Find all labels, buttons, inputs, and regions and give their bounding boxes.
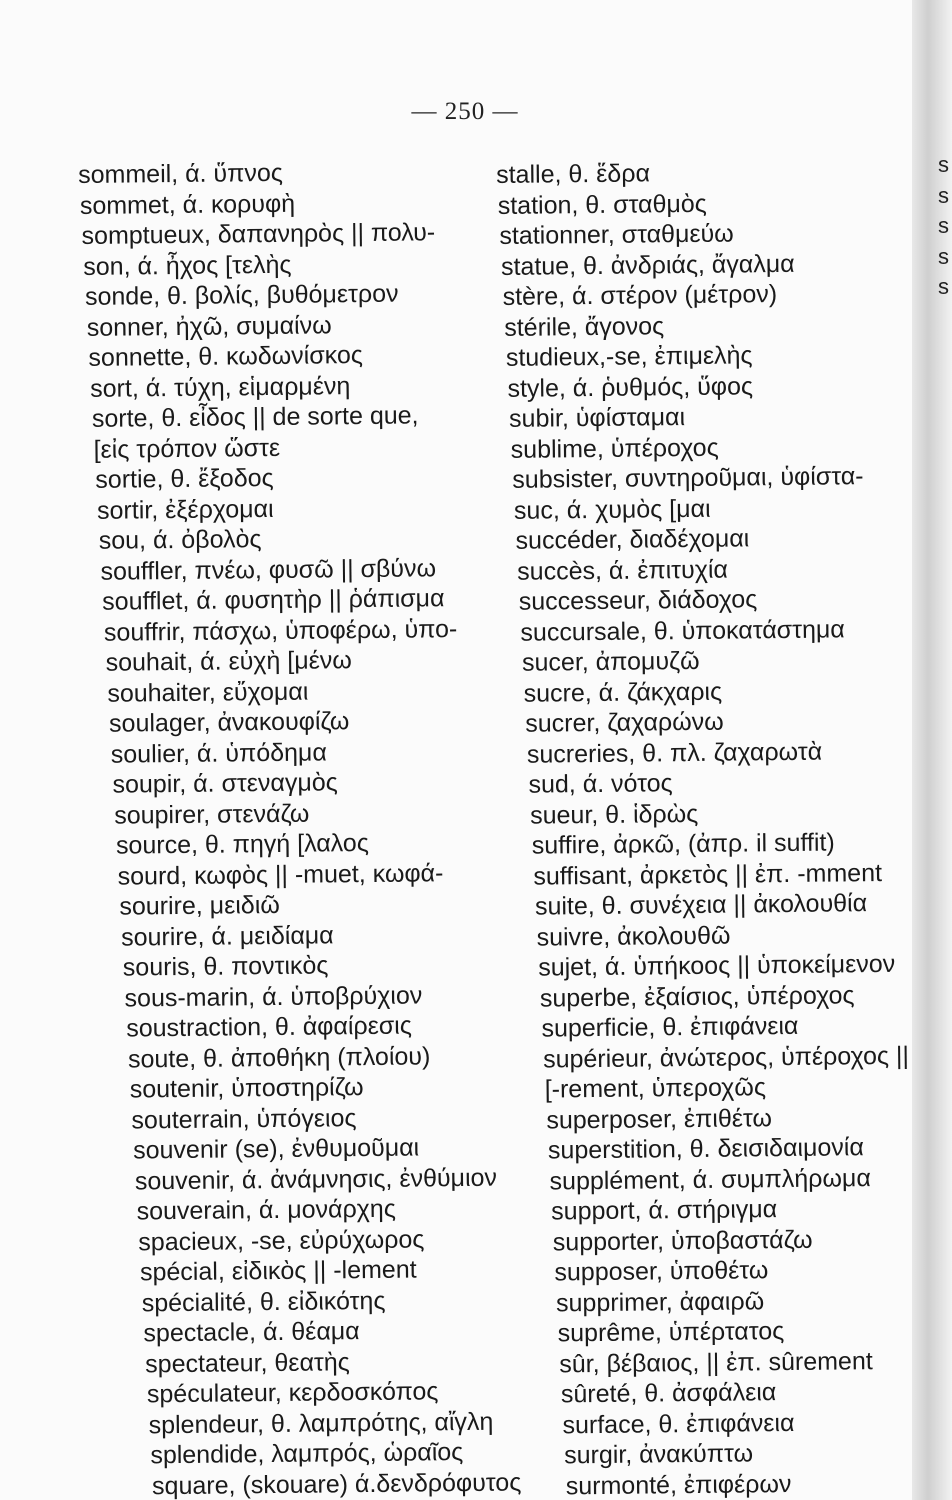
dictionary-entry: souterrain, ὑπόγειος	[131, 1103, 357, 1134]
edge-fragment: s	[938, 152, 949, 177]
dictionary-entry: sueur, θ. ἱδρὼς	[530, 799, 699, 830]
dictionary-entry: stationner, σταθμεύω	[499, 219, 734, 250]
dictionary-entry: splendide, λαμπρός, ὡραῖος	[150, 1438, 464, 1470]
dictionary-entry: sourire, μειδιῶ	[119, 890, 280, 921]
dictionary-entry: soute, θ. ἀποθήκη (πλοίου)	[127, 1041, 431, 1074]
dictionary-entry: statue, θ. ἀνδριάς, ἄγαλμα	[500, 249, 795, 281]
dictionary-entry: sommet, ά. κορυφὴ	[79, 189, 296, 220]
dictionary-entry: sonner, ἠχῶ, συμαίνω	[86, 310, 332, 342]
dictionary-entry: supplément, ά. συμπλήρωμα	[549, 1163, 871, 1195]
dictionary-entry: square, (skouare) ά.δενδρόφυτος	[151, 1467, 522, 1500]
dictionary-entry: spécialité, θ. εἰδικότης	[141, 1286, 386, 1317]
page-number: — 250 —	[411, 98, 519, 125]
edge-fragment: s	[938, 182, 949, 208]
dictionary-entry: station, θ. σταθμὸς	[497, 189, 707, 220]
dictionary-entry: supérieur, ἀνώτερος, ὑπέροχος ||	[542, 1041, 910, 1074]
dictionary-entry: support, ά. στήριγμα	[551, 1195, 778, 1226]
dictionary-entry: superficie, θ. ἐπιφάνεια	[541, 1011, 799, 1043]
dictionary-entry: souris, θ. ποντικὸς	[122, 951, 329, 982]
dictionary-entry: succéder, διαδέχομαι	[515, 524, 750, 555]
dictionary-entry: sucer, ἀπομυζῶ	[521, 646, 700, 677]
dictionary-entry: sucrer, ζαχαρώνω	[525, 707, 724, 738]
dictionary-entry: sonde, θ. βολίς, βυθόμετρον	[84, 279, 399, 311]
dictionary-entry: superposer, ἐπιθέτω	[546, 1103, 773, 1135]
edge-fragment: s	[938, 274, 949, 299]
dictionary-entry: supposer, ὑποθέτω	[554, 1256, 769, 1287]
adjacent-page-edge	[938, 150, 949, 303]
dictionary-entry: superbe, ἐξαίσιος, ὑπέροχος	[539, 980, 855, 1013]
dictionary-entry: style, ά. ῥυθμός, ὕφος	[507, 371, 754, 403]
dictionary-entry: surface, θ. ἐπιφάνεια	[562, 1408, 795, 1439]
dictionary-entry: stalle, θ. ἕδρα	[496, 159, 651, 189]
dictionary-entry: sourd, κωφὸς || -muet, κωφά-	[117, 858, 444, 891]
dictionary-entry: stérile, ἄγονος	[504, 311, 665, 342]
dictionary-entry: succès, ά. ἐπιτυχία	[517, 555, 729, 586]
dictionary-entry: sucre, ά. ζάκχαρις	[523, 677, 723, 708]
dictionary-entry: suprême, ὑπέρτατος	[557, 1317, 785, 1348]
dictionary-entry: subsister, συντηροῦμαι, ὑφίστα-	[512, 462, 864, 494]
dictionary-entry: spectateur, θεατὴς	[145, 1347, 350, 1378]
dictionary-entry: son, ά. ἦχος [τελὴς	[83, 250, 292, 281]
dictionary-entry: supprimer, ἀφαιρῶ	[555, 1286, 765, 1317]
dictionary-entry: suc, ά. χυμὸς [μαι	[513, 494, 711, 525]
dictionary-entry: somptueux, δαπανηρὸς || πολυ-	[81, 218, 436, 250]
dictionary-entry: superstition, θ. δεισιδαιμονία	[547, 1133, 864, 1165]
dictionary-entry: supporter, ὑποβαστάζω	[552, 1225, 813, 1256]
dictionary-entry: suffire, ἀρκῶ, (ἀπρ. il suffit)	[531, 828, 835, 860]
dictionary-entry: spécial, εἰδικὸς || -lement	[139, 1255, 417, 1287]
dictionary-entry: sûreté, θ. ἀσφάλεια	[560, 1378, 777, 1409]
dictionary-entry: surmonté, ἐπιφέρων	[565, 1469, 792, 1500]
right-column	[496, 156, 920, 1500]
dictionary-entry: [εἰς τρόπον ὥστε	[93, 433, 281, 464]
dictionary-entry: spacieux, -se, εὐρύχωρος	[138, 1224, 425, 1256]
dictionary-entry: soutenir, ὑποστηρίζω	[129, 1073, 364, 1104]
dictionary-entry: souvenir, ά. ἀνάμνησις, ἐνθύμιον	[134, 1163, 498, 1195]
dictionary-entry: sujet, ά. ὑπήκοος || ὑποκείμενον	[538, 949, 896, 982]
dictionary-entry: souverain, ά. μονάρχης	[136, 1194, 396, 1226]
dictionary-entry: sous-marin, ά. ὑποβρύχιον	[124, 980, 423, 1013]
dictionary-entry: sucreries, θ. πλ. ζαχαρωτὰ	[526, 737, 823, 769]
dictionary-entry: subir, ὑφίσταμαι	[508, 403, 686, 433]
edge-fragment: s	[938, 213, 949, 238]
dictionary-entry: sortie, θ. ἔξοδος	[95, 463, 274, 494]
dictionary-entry: sonnette, θ. κωδωνίσκος	[88, 341, 363, 372]
dictionary-entry: souhaiter, εὔχομαι	[107, 677, 309, 708]
dictionary-entry: splendeur, θ. λαμπρότης, αἴγλη	[148, 1407, 494, 1439]
dictionary-entry: souffrir, πάσχω, ὑποφέρω, ὑπο-	[103, 614, 458, 647]
dictionary-entry: soulager, ἀνακουφίζω	[108, 707, 350, 738]
dictionary-entry: sourire, ά. μειδίαμα	[120, 920, 334, 952]
dictionary-entry: souhait, ά. εὐχὴ [μένω	[105, 646, 352, 677]
dictionary-entry: sorte, θ. εἶδος || de sorte que,	[91, 401, 419, 433]
dictionary-entry: sûr, βέβαιος, || ἐπ. sûrement	[559, 1346, 873, 1378]
dictionary-entry: sud, ά. νότος	[528, 769, 673, 799]
left-column	[78, 156, 522, 1500]
dictionary-entry: souvenir (se), ἐνθυμοῦμαι	[133, 1133, 420, 1165]
dictionary-entry: [-rement, ὑπεροχῶς	[544, 1073, 767, 1104]
dictionary-entry: soulier, ά. ὑπόδημα	[110, 737, 327, 769]
dictionary-entry: suivre, ἀκολουθῶ	[536, 921, 731, 952]
dictionary-entry: souffler, πνέω, φυσῶ || σβύνω	[100, 553, 437, 586]
dictionary-entry: surgir, ἀνακύπτω	[564, 1439, 754, 1470]
dictionary-entry: suffisant, ἀρκετὸς || ἐπ. -mment	[533, 858, 883, 891]
dictionary-entry: successeur, διάδοχος	[518, 585, 758, 616]
dictionary-entry: sublime, ὑπέροχος	[510, 433, 719, 464]
dictionary-entry: source, θ. πηγή [λαλος	[115, 828, 369, 860]
dictionary-entry: studieux,-se, ἐπιμελὴς	[505, 341, 753, 372]
dictionary-entry: sou, ά. ὀβολὸς	[98, 525, 262, 555]
dictionary-entry: sort, ά. τύχη, εἱμαρμένη	[90, 371, 351, 403]
edge-fragment: s	[938, 243, 949, 269]
dictionary-entry: soufflet, ά. φυσητὴρ || ῥάπισμα	[102, 584, 445, 616]
dictionary-entry: soupirer, στενάζω	[114, 799, 310, 830]
dictionary-entry: sommeil, ά. ὕπνος	[78, 158, 283, 189]
dictionary-entry: suite, θ. συνέχεια || ἀκολουθία	[534, 889, 868, 921]
dictionary-entry: spéculateur, κερδοσκόπος	[146, 1377, 439, 1409]
dictionary-entry: soustraction, θ. ἀφαίρεσις	[126, 1011, 412, 1043]
dictionary-entry: sortir, ἐξέρχομαι	[96, 494, 274, 525]
dictionary-entry: succursale, θ. ὑποκατάστημα	[520, 614, 845, 647]
dictionary-entry: soupir, ά. στεναγμὸς	[112, 768, 338, 799]
dictionary-entry: spectacle, ά. θέαμα	[143, 1317, 360, 1348]
dictionary-entry: stère, ά. στέρον (μέτρον)	[502, 280, 778, 311]
